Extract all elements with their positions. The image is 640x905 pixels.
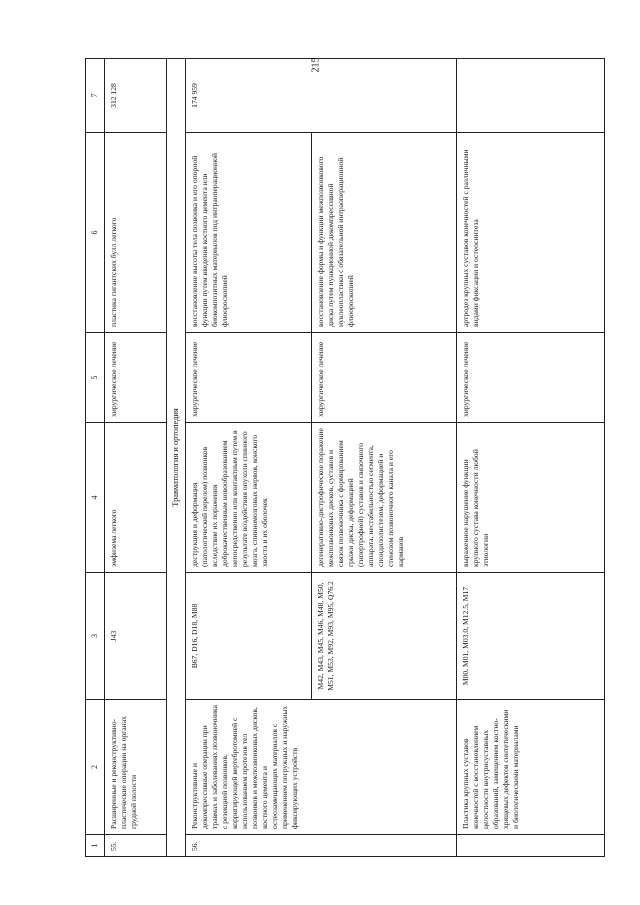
row56a-code: B67, D16, D18, M88 <box>186 573 312 700</box>
row57-model: выраженное нарушение функции крупного сустава конечности любой этиологии <box>457 423 605 573</box>
row56a-type: хирургическое лечение <box>186 333 312 423</box>
row55-type: хирургическое лечение <box>105 333 167 423</box>
row55-method: пластика гигантских булл легкого <box>105 133 167 333</box>
row56a-method: восстановление высоты тела позвонка и его опорной функции путем введения костного цемента или биокомпозитных материалов под интраоперационной флюороскопией <box>186 133 312 333</box>
section-title: Травматология и ортопедия <box>167 59 186 857</box>
row55-name: Расширенные и реконструктивно-пластические операции на органах грудной полости <box>105 700 167 835</box>
header-col-3: 3 <box>86 573 105 700</box>
table-row-57 <box>457 59 605 857</box>
table-row-56a <box>186 59 312 857</box>
medical-care-table <box>85 58 605 857</box>
row56-cost: 174 959 <box>186 59 457 133</box>
row57-method: артродез крупных суставов конечностей с различными видами фиксации и остеосинтеза <box>457 133 605 333</box>
row56-number: 56. <box>186 835 457 857</box>
section-row <box>167 59 186 857</box>
row57-cost <box>457 59 605 133</box>
row55-cost: 312 128 <box>105 59 167 133</box>
row56-name: Реконструктивные и декомпрессивные операции при травмах и заболеваниях позвоночника с резекцией позвонков, корригирующей вертебротомией с использованием протезов тел позвонков и межпозвонковых дисков, костного цемента и остеозамещающих материалов с применением погружных и наружных фиксирующих устройств <box>186 700 457 835</box>
row56a-model: деструкция и деформация (патологический перелом) позвонков вследствие их поражения доброкачественным новообразованием непосредственно или контактным путем в результате воздействия опухоли спинного мозга, спинномозговых нервов, конского хвоста и их оболочек <box>186 423 312 573</box>
page-number: 215 <box>310 57 322 73</box>
header-row <box>86 59 105 857</box>
row55-model: эмфизема легкого <box>105 423 167 573</box>
row57-name: Пластика крупных суставов конечностей с восстановлением целостности внутрисуставных образований, замещением костно-хрящевых дефектов синтетическими и биологическими материалами <box>457 700 605 835</box>
row55-code: J43 <box>105 573 167 700</box>
header-col-4: 4 <box>86 423 105 573</box>
header-col-2: 2 <box>86 700 105 835</box>
row57-type: хирургическое лечение <box>457 333 605 423</box>
row57-code: M00, M01, M03.0, M12.5, M17 <box>457 573 605 700</box>
row56b-code: M42, M43, M45, M46, M48, M50, M51, M53, M92, M93, M95, Q76.2 <box>312 573 457 700</box>
rotated-table-wrapper <box>85 59 605 857</box>
row56b-type: хирургическое лечение <box>312 333 457 423</box>
row57-number <box>457 835 605 857</box>
header-col-7: 7 <box>86 59 105 133</box>
document-stage <box>85 59 605 857</box>
table-row-55 <box>105 59 167 857</box>
row55-number: 55. <box>105 835 167 857</box>
header-col-5: 5 <box>86 333 105 423</box>
row56b-method: восстановление формы и функции межпозвонкового диска путем пункционной декомпрессивной нуклеопластики с обязательной интраоперационной флюороскопией <box>312 133 457 333</box>
row56b-model: дегенеративно-дистрофическое поражение межпозвонковых дисков, суставов и связок позвоночника с формированием грыжи диска, деформацией (гипертрофией) суставов и связочного аппарата, нестабильностью сегмента, спондилолистезом, деформацией и стенозом позвоночного канала и его карманов <box>312 423 457 573</box>
header-col-6: 6 <box>86 133 105 333</box>
header-col-1: 1 <box>86 835 105 857</box>
